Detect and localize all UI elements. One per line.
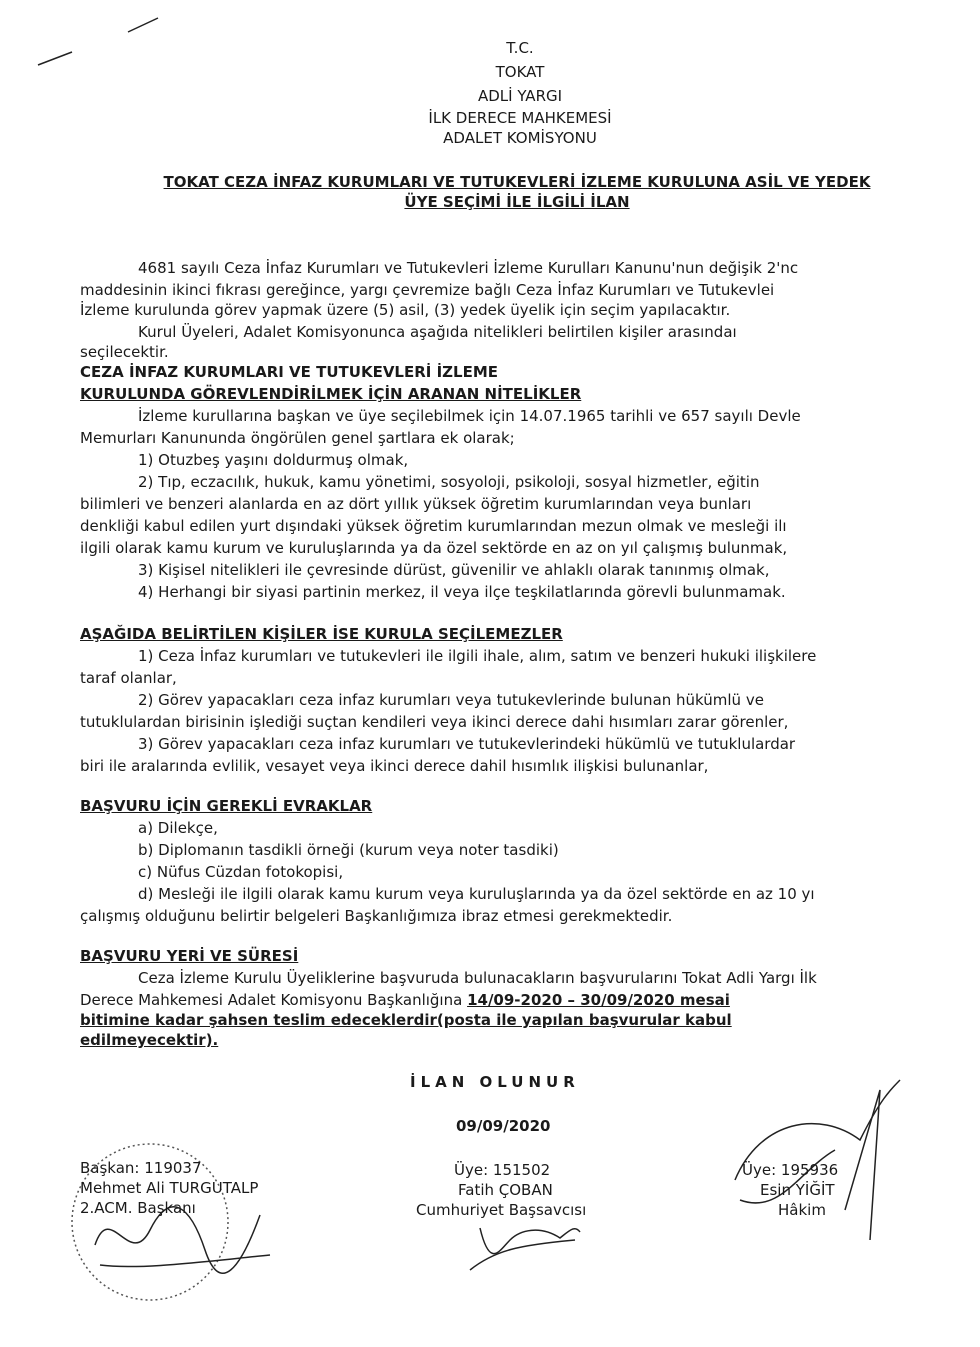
signature-left-line: Başkan: 119037	[80, 1159, 202, 1177]
qualification-item: 4) Herhangi bir siyasi partinin merkez, il veya ilçe teşkilatlarında görevli bulunmamak.	[138, 583, 786, 601]
header-line-court: İLK DERECE MAHKEMESİ	[428, 109, 612, 127]
documents-heading: BAŞVURU İÇİN GEREKLİ EVRAKLAR	[80, 797, 373, 815]
intro-line: maddesinin ikinci fıkrası gereğince, yargı çevremize bağlı Ceza İnfaz Kurumları ve Tutukevlei	[80, 281, 775, 299]
document-item: d) Mesleği ile ilgili olarak kamu kurum veya kuruluşlarında ya da özel sektörde en az 10 yı	[138, 885, 815, 903]
announcement-date: 09/09/2020	[456, 1117, 551, 1135]
excluded-item: 1) Ceza İnfaz kurumları ve tutukevleri ile ilgili ihale, alım, satım ve benzeri hukuki ilişkilere	[138, 647, 817, 665]
qualification-item: 3) Kişisel nitelikleri ile çevresinde dürüst, güvenilir ve ahlaklı olarak tanınmış olmak,	[138, 561, 770, 579]
excluded-line: taraf olanlar,	[80, 669, 177, 687]
document-item: b) Diplomanın tasdikli örneği (kurum veya noter tasdiki)	[138, 841, 559, 859]
signature-right-line: Hâkim	[778, 1201, 826, 1219]
application-text: Derece Mahkemesi Adalet Komisyonu Başkanlığına	[80, 991, 468, 1009]
qualification-line: Memurları Kanununda öngörülen genel şartlara ek olarak;	[80, 429, 515, 447]
qualifications-heading: KURULUNDA GÖREVLENDİRİLMEK İÇİN ARANAN NİTELİKLER	[80, 385, 582, 403]
intro-line: Kurul Üyeleri, Adalet Komisyonunca aşağıda nitelikleri belirtilen kişiler arasındaı	[138, 323, 737, 341]
qualification-item: 2) Tıp, eczacılık, hukuk, kamu yönetimi, sosyoloji, psikoloji, sosyal hizmetler, eğitin	[138, 473, 760, 491]
application-heading: BAŞVURU YERİ VE SÜRESİ	[80, 947, 299, 965]
scan-mark-left	[38, 52, 72, 65]
excluded-line: biri ile aralarında evlilik, vesayet veya ikinci derece dahil hısımlık ilişkisi bulunanlar,	[80, 757, 709, 775]
header-line-tc: T.C.	[506, 39, 534, 57]
header-line-commission: ADALET KOMİSYONU	[443, 129, 597, 147]
intro-line: İzleme kurulunda görev yapmak üzere (5) asil, (3) yedek üyelik için seçim yapılacaktır.	[80, 301, 731, 319]
application-line: Ceza İzleme Kurulu Üyeliklerine başvuruda bulunacakların başvurularını Tokat Adli Yargı İlk	[138, 969, 817, 987]
signature-right-line: Üye: 195936	[742, 1161, 839, 1179]
scan-mark-top-left	[128, 18, 158, 32]
document-item: a) Dilekçe,	[138, 819, 218, 837]
announcement-text: İLAN OLUNUR	[410, 1073, 580, 1091]
signature-left-line: 2.ACM. Başkanı	[80, 1199, 196, 1217]
excluded-heading: AŞAĞIDA BELİRTİLEN KİŞİLER İSE KURULA SEÇİLEMEZLER	[80, 625, 563, 643]
application-line: bitimine kadar şahsen teslim edeceklerdir(posta ile yapılan başvurular kabul	[80, 1011, 732, 1029]
application-dates: 14/09-2020 – 30/09/2020 mesai	[467, 991, 730, 1009]
document-item: c) Nüfus Cüzdan fotokopisi,	[138, 863, 344, 881]
document-line: çalışmış olduğunu belirtir belgeleri Başkanlığımıza ibraz etmesi gerekmektedir.	[80, 907, 673, 925]
signature-middle-line: Cumhuriyet Başsavcısı	[416, 1201, 587, 1219]
signature-middle-line: Fatih ÇOBAN	[458, 1181, 553, 1199]
excluded-item: 2) Görev yapacakları ceza infaz kurumları veya tutukevlerinde bulunan hükümlü ve	[138, 691, 764, 709]
intro-line: 4681 sayılı Ceza İnfaz Kurumları ve Tutukevleri İzleme Kurulları Kanunu'nun değişik 2'nc	[138, 259, 799, 277]
document-title-line1: TOKAT CEZA İNFAZ KURUMLARI VE TUTUKEVLERİ İZLEME KURULUNA ASİL VE YEDEK	[163, 173, 871, 191]
application-line	[80, 990, 730, 1010]
qualification-item: 1) Otuzbeş yaşını doldurmuş olmak,	[138, 451, 409, 469]
qualification-line: ilgili olarak kamu kurum ve kuruluşlarında ya da özel sektörde en az on yıl çalışmış bulunmak,	[80, 539, 788, 557]
application-line: edilmeyecektir).	[80, 1031, 219, 1049]
qualifications-heading: CEZA İNFAZ KURUMLARI VE TUTUKEVLERİ İZLEME	[80, 363, 499, 381]
excluded-line: tutuklulardan birisinin işlediği suçtan kendileri veya ikinci derece dahi hısımları zarar görenler,	[80, 713, 789, 731]
qualification-line: denkliği kabul edilen yurt dışındaki yüksek öğretim kurumlarından mezun olmak ve mesleği ilı	[80, 517, 787, 535]
qualification-line: İzleme kurullarına başkan ve üye seçilebilmek için 14.07.1965 tarihli ve 657 sayılı Devle	[138, 407, 801, 425]
document-title-line2: ÜYE SEÇİMİ İLE İLGİLİ İLAN	[404, 193, 630, 211]
qualification-line: bilimleri ve benzeri alanlarda en az dört yıllık yüksek öğretim kurumlarından veya bunları	[80, 495, 752, 513]
intro-line: seçilecektir.	[80, 343, 169, 361]
signature-right-line: Esin YİĞİT	[760, 1181, 835, 1199]
header-line-judiciary: ADLİ YARGI	[477, 87, 563, 105]
excluded-item: 3) Görev yapacakları ceza infaz kurumları ve tutukevlerindeki hükümlü ve tutuklulardar	[138, 735, 796, 753]
signature-left-line: Mehmet Ali TURGUTALP	[80, 1179, 259, 1197]
signature-middle-line: Üye: 151502	[454, 1161, 551, 1179]
header-line-city: TOKAT	[495, 63, 545, 81]
